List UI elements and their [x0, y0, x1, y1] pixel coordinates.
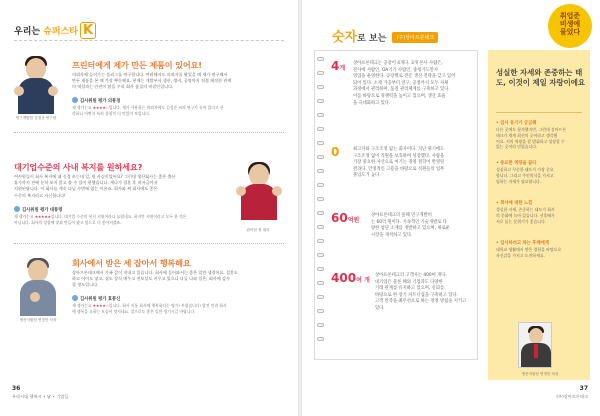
- rating-stars: ★★★★☆: [92, 303, 109, 308]
- page-number: 37: [579, 385, 588, 392]
- interview-body: 의뢰자에 들어가는 플러그를 연구합니다. 여러해서도 의뢰자를 봤었을 때 제가 연구해서 만든 제품을 본 때 가장 뿌듯해요. 현재는 개발부서 생산, 생비, 공명까지 직접 제작한 관계 의 역할과는 안전이 많을 우리 회사 품질의 비결인입니다.: [72, 72, 232, 90]
- rating-stars: ★★★★★: [34, 214, 51, 219]
- comment-header: 김사위원 평가 대통령: [14, 206, 62, 213]
- footer-text: 우리시대 행복시 ∙ 남 ∙ 기업들: [12, 394, 69, 399]
- comment-body: 제 생가는요 ★★★★★입니다. 대기업 수준의 복지 지원이라니 놀랍네요. 하지만 지원이라고 모두 한 것은 아닙니다. 회사의 성장에 맞춰 만들어 왔고 앞으로 더 좋아지겠죠.: [14, 214, 187, 225]
- stat-number: 4개: [331, 59, 346, 73]
- employee-photo: [234, 162, 284, 226]
- header-numbers: 숫자: [332, 30, 358, 45]
- page-number: 36: [12, 385, 21, 392]
- divider: [14, 40, 284, 41]
- divider: [14, 132, 284, 133]
- comment-body: 제 생가는요 ★★★★☆입니다. 회사 서통 회사에 행복하다는 평가! 부럽습니다! 발전 안과 회사 에 생복을 유하는 모습이 멋지네요. 앞으로도 좋은 일만 생기시길 바랍니다.: [72, 303, 227, 314]
- company-badge: (주)상아프론테크: [392, 32, 438, 43]
- employee-interview-sidebar: [488, 50, 590, 380]
- stat-text: 상아프론테크의 고객사는 400여 개다. 대기업은 물론 해외 기업과도 다양한 거래 관계를 유지하고 있으며, 신뢰를 바탕으로 한 장기 파트너십을 구축하고 있다. 고객 만족을 최우선으로 하는 경영 방침을 지키고 있다.: [375, 273, 467, 311]
- interview-body: 상아프론테크에서 가족 같이 지내고 있습니다. 회사에 들어와서는 좋은 일만 생겼어요. 결혼도 하고 아이도 낳고, 집도 장식 매우고 전보상도 키우고 있으니 다들 나와 일은, 회사에 감사 할 정도입니다.: [72, 270, 238, 288]
- header-brand: 슈퍼스타: [43, 27, 78, 37]
- stat-number: 60억원: [331, 211, 360, 225]
- reviewer-icon: [72, 295, 78, 301]
- right-page: [302, 0, 600, 416]
- divider: [14, 243, 284, 244]
- comment-body: 제 생가는요 ★★★★☆입니다. 제가 사용하는 의뢰자에도 김성준 씨의 연구가 녹아 있다고 산 각하니 어쩐지 특히 경험적 더 멋있어 보입니다.: [72, 105, 224, 116]
- photo-caption: 연구개발팀 김경준 연구원: [15, 116, 57, 120]
- rating-stars: ★★★★☆: [92, 105, 109, 110]
- header-prefix: 우리는: [14, 27, 44, 37]
- section-header: 숫자로 보는 (주)상아프론테크: [332, 26, 438, 45]
- photo-caption: 생산지원팀 연경만 차장: [19, 318, 57, 322]
- employee-photo: [14, 56, 58, 114]
- qa-title: • 입사 동기가 궁금해: [496, 121, 537, 126]
- reviewer-icon: [72, 97, 78, 103]
- stat-number: 0: [331, 145, 340, 159]
- qa-title: • 중요한 역량을 꼽다: [496, 161, 537, 166]
- photo-caption: 관리팀 정 대리: [246, 228, 270, 232]
- stat-text: 최고자와 구조조정 없는 회사이다. 지난 위기에도 구조조정 없이 직원을 보호하며 성장했다. 사람을 가장 중요한 자산으로 여기는 경영 철학이 반영된 결과다. 안정적인 고용을 바탕으로 직원들의 업무 몰입도가 높다.: [353, 147, 445, 179]
- interview-title: 회사에서 받은 세 잡아서 행복해요: [72, 258, 191, 268]
- employee-photo: [16, 258, 60, 316]
- footer-text: (주)상아프론테크: [556, 394, 588, 399]
- numbers-notebook: [314, 50, 478, 360]
- qa-title: • 회사에 대한 느낌: [496, 201, 533, 206]
- comment-header: 김사위원 평가 효통신: [72, 295, 120, 302]
- spiral-binding: [317, 57, 325, 353]
- interview-body: 여사원들이 회사 복지에 대 신경 쓰는데 일, 원 사실이었어요? 그런데 생산회사는 좋은 출산 휴가까지 전에 눈치 보지 않고 쓸 수 있어 편했습니다. 게다가 결혼 후 학자금까지 지원된답니다. 이 회사를 계속 다닐 수밖에 없는 이유죠. 회사와 써 회사에도 좋은 수준의 복지라고 자신합니다!: [14, 174, 176, 198]
- reviewer-icon: [14, 206, 20, 212]
- qa-body: 성실하고 꾸준한 태도가 가장 중요 합니다. 그리고 주인의식을 가지고 임하는 자세가 필요합니다.: [496, 167, 554, 184]
- sidebar-heading: 성실한 자세와 존중하는 태도, 이것이 제일 자랑이에요: [496, 68, 586, 87]
- interview-sticker: 취업준 비생에 물었다: [548, 4, 592, 48]
- divider: [496, 112, 582, 113]
- qa-body: 대학교 생활에서 쌓은 경험을 바탕으로 자신감을 가지고 도전하세요.: [496, 247, 562, 258]
- stat-text: 상아프론테크는 공장이 4개다. 3개 본사 사람은, 전사에 사람인, OA기기 사람인, 충청기도만자 영업을 운영한다. 공장별로 전문 생산 전략을 갖고 있어 되어 있다. 소재 가공부터 연구, 공정까지 모두 자체 과정에서 관리하며, 품질 관리체계를 구축하고 있다. 이를 바탕으로 경쟁력을 높이고 있으며, 생산 효율 을 극대화하고 있다.: [353, 61, 456, 106]
- interview-title: 프린터에게 제가 만든 제품이 있어요!: [72, 60, 202, 70]
- employee-photo: [518, 322, 552, 368]
- header-k-logo: K: [80, 22, 96, 39]
- photo-caption: 생산지원팀 연경만 차장: [521, 372, 559, 376]
- stat-number: 400여 개: [331, 271, 370, 285]
- section-header: [14, 22, 96, 39]
- qa-body: 성실한 자세, 존중하는 태도가 회사 의 문화에 녹아 있습니다. 선후배가 서로 돕는 분위기가 좋습니다.: [496, 207, 555, 224]
- left-page: [0, 0, 298, 416]
- comment-header: 김사위원 평가 의통칭: [72, 97, 120, 104]
- qa-body: 다른 곳에도 합격했지만, 그런데 상아프론 테크가 제게 최선의 곳이라고 생각했 어요. 저의 역량을 잘 발휘하고 성장할 수 있는 곳이라 믿었습니다.: [496, 127, 567, 150]
- interview-title: 대기업수준의 사내 복지를 원하세요?: [14, 162, 143, 172]
- stat-text: 상아프론테크의 올해 연구개발비 는 60억 원이다. 지속적인 기술개발로 다 양한 첨단 소재를 개발하고 있으며, 새로운 시장을 개척하고 있다.: [371, 213, 450, 238]
- qa-title: • 입사하려고 하는 후배에게: [496, 241, 549, 246]
